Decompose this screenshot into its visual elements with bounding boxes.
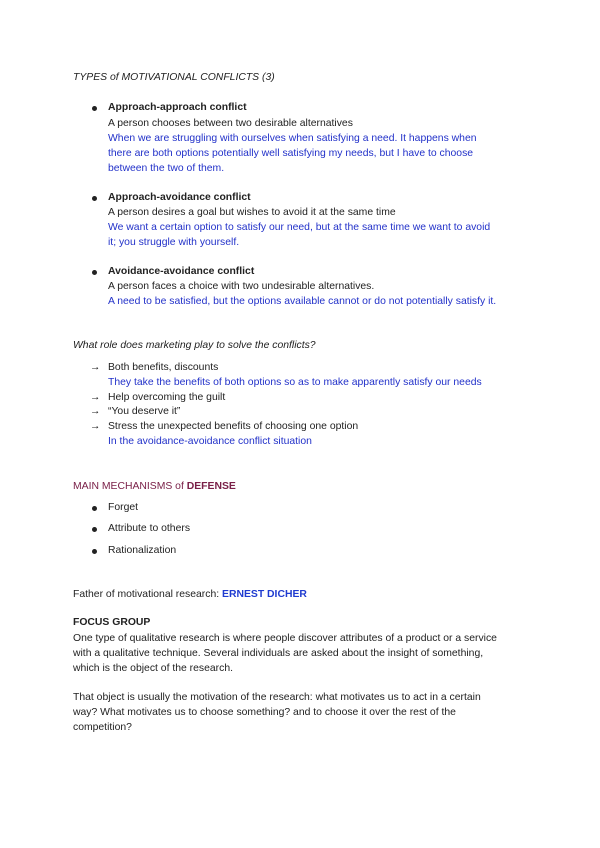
conflict-note-line: A need to be satisfied, but the options available cannot or do not potentially satisfy it. xyxy=(108,296,497,307)
conflict-title: Avoidance-avoidance conflict xyxy=(108,266,255,277)
conflict-definition: A person faces a choice with two undesirable alternatives. xyxy=(108,281,375,292)
conflict-note-line: We want a certain option to satisfy our need, but at the same time we want to avoid xyxy=(108,222,491,233)
conflict-note-line: When we are struggling with ourselves when satisfying a need. It happens when xyxy=(108,133,477,144)
defense-heading-prefix: MAIN MECHANISMS of xyxy=(73,481,187,492)
defense-item: Rationalization xyxy=(108,545,177,556)
focus-group-paragraph-line: with a qualitative technique. Several individuals are asked about the insight of something, xyxy=(73,648,484,659)
conflict-note-line: it; you struggle with yourself. xyxy=(108,237,240,248)
defense-item: Attribute to others xyxy=(108,523,191,534)
arrow-icon: → xyxy=(90,421,101,432)
marketing-question: What role does marketing play to solve the conflicts? xyxy=(73,340,316,351)
father-label: Father of motivational research: xyxy=(73,589,220,600)
focus-group-paragraph-line: way? What motivates us to choose something? and to choose it over the rest of the xyxy=(73,707,456,718)
conflict-note-line: there are both options potentially well satisfying my needs, but I have to choose xyxy=(108,148,474,159)
arrow-icon: → xyxy=(90,392,101,403)
conflict-title: Approach-avoidance conflict xyxy=(108,192,251,203)
arrow-icon: → xyxy=(90,362,101,373)
father-line xyxy=(73,588,307,603)
defense-item: Forget xyxy=(108,502,139,513)
conflicts-heading: TYPES of MOTIVATIONAL CONFLICTS (3) xyxy=(73,72,275,83)
focus-group-paragraph-line: One type of qualitative research is where people discover attributes of a product or a service xyxy=(73,633,497,644)
marketing-point: “You deserve it” xyxy=(108,406,181,417)
arrow-icon: → xyxy=(90,406,101,417)
focus-group-title: FOCUS GROUP xyxy=(73,617,151,628)
conflict-definition: A person desires a goal but wishes to avoid it at the same time xyxy=(108,207,396,218)
bullet-marker xyxy=(92,196,97,201)
bullet-marker xyxy=(92,506,97,511)
bullet-marker xyxy=(92,270,97,275)
marketing-point: Stress the unexpected benefits of choosing one option xyxy=(108,421,359,432)
marketing-point: Both benefits, discounts xyxy=(108,362,219,373)
bullet-marker xyxy=(92,106,97,111)
bullet-marker xyxy=(92,527,97,532)
defense-heading xyxy=(73,480,236,495)
focus-group-paragraph-line: competition? xyxy=(73,722,132,733)
defense-heading-keyword: DEFENSE xyxy=(186,481,236,492)
bullet-marker xyxy=(92,549,97,554)
focus-group-paragraph-line: That object is usually the motivation of the research: what motivates us to act in a certain xyxy=(73,692,481,703)
marketing-point-note: In the avoidance-avoidance conflict situation xyxy=(108,436,312,447)
marketing-point: Help overcoming the guilt xyxy=(108,392,226,403)
conflict-definition: A person chooses between two desirable alternatives xyxy=(108,118,353,129)
father-name: ERNEST DICHER xyxy=(222,589,307,600)
focus-group-paragraph-line: which is the object of the research. xyxy=(73,663,233,674)
marketing-point-note: They take the benefits of both options so as to make apparently satisfy our needs xyxy=(108,377,482,388)
conflict-note-line: between the two of them. xyxy=(108,163,225,174)
conflict-title: Approach-approach conflict xyxy=(108,102,247,113)
